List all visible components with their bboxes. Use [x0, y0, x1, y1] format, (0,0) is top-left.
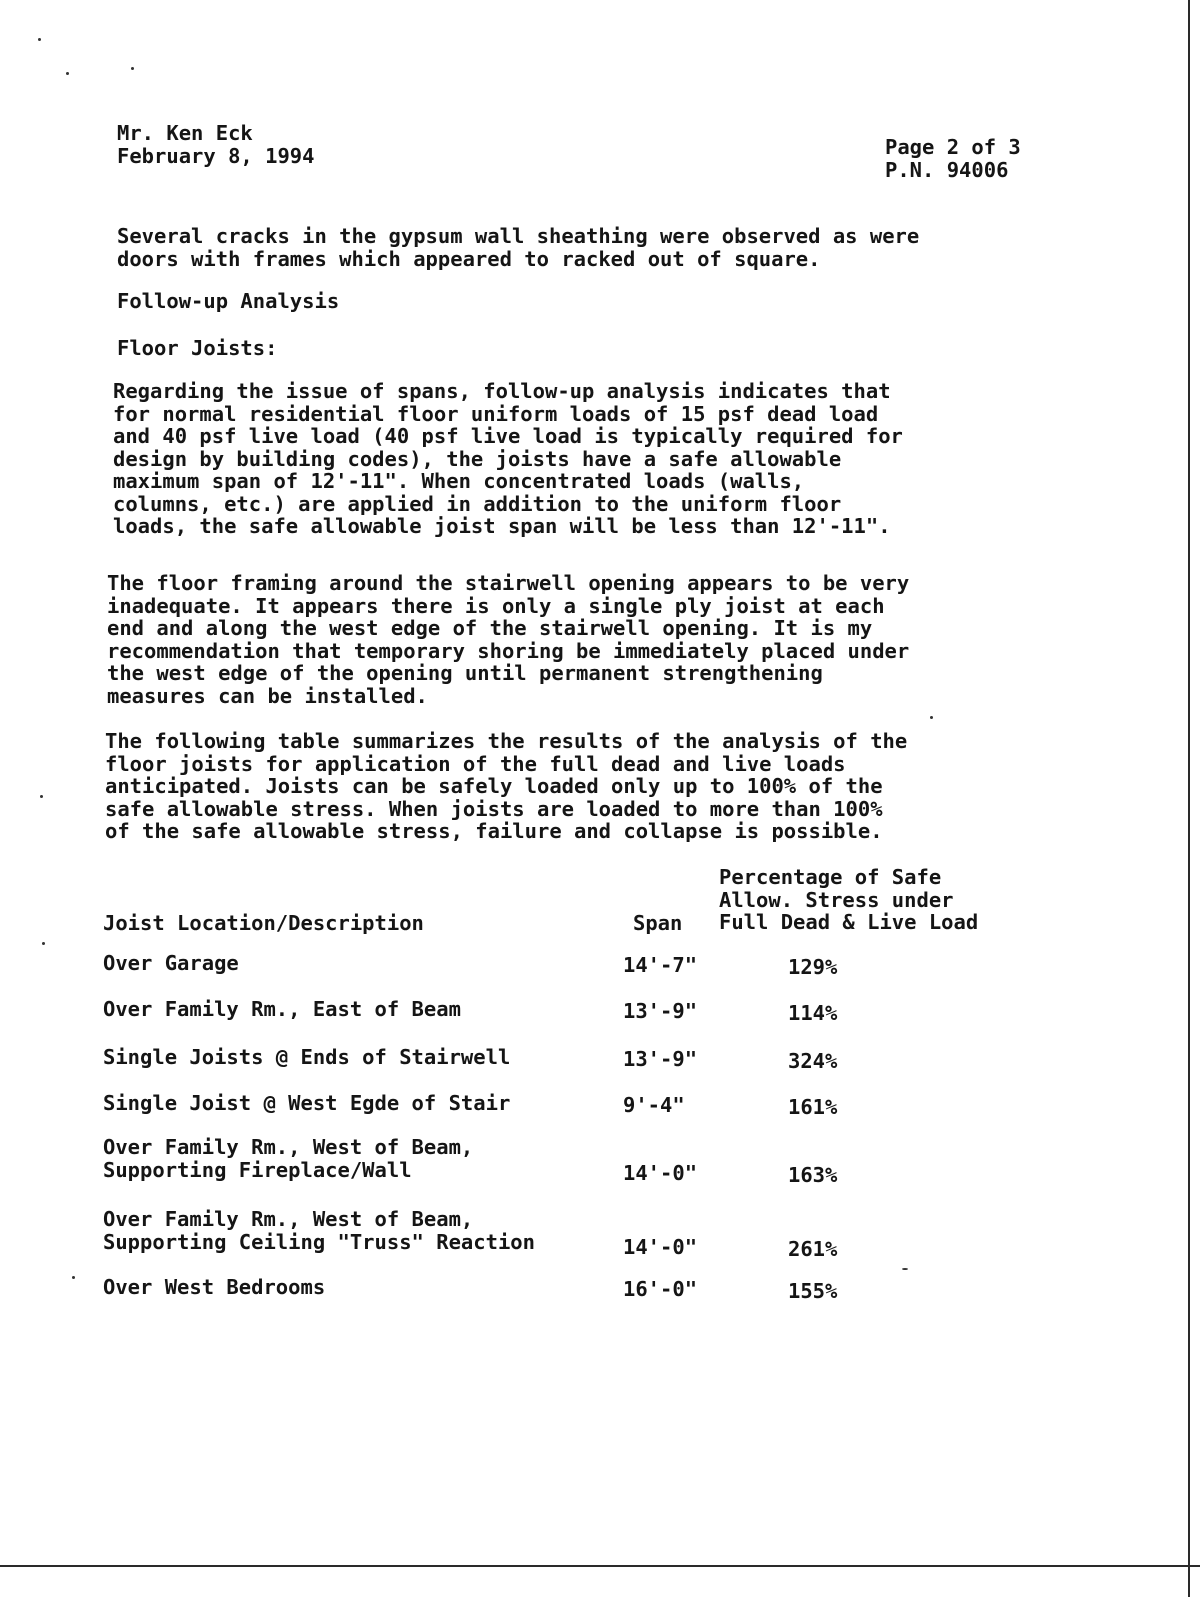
- letter-date: February 8, 1994: [117, 143, 315, 168]
- scan-speck: [131, 67, 134, 70]
- cell-span: 13'-9": [623, 1047, 698, 1071]
- cell-stress-percentage: 324%: [788, 1049, 838, 1073]
- scan-speck: [40, 795, 43, 798]
- paragraph-line: recommendation that temporary shoring be immediately placed under: [107, 638, 910, 663]
- page-number: Page 2 of 3: [885, 135, 1021, 159]
- cell-span: 9'-4": [623, 1093, 685, 1117]
- cell-description-line: Over Family Rm., West of Beam,: [103, 1135, 474, 1159]
- cell-joist-description: [103, 1136, 473, 1181]
- cell-description-line: Over Garage: [103, 951, 239, 975]
- letter-header-page-block: [885, 136, 1021, 181]
- recipient-name: Mr. Ken Eck: [117, 121, 253, 145]
- paragraph-table-intro: [105, 730, 907, 843]
- paragraph-line: design by building codes), the joists have a safe allowable: [113, 446, 842, 471]
- cell-span: 14'-0": [623, 1161, 698, 1185]
- cell-joist-description: [103, 1208, 535, 1253]
- scan-speck: [42, 942, 45, 945]
- page-bottom-edge: [0, 1565, 1200, 1567]
- cell-description-line: Single Joists @ Ends of Stairwell: [103, 1045, 511, 1069]
- column-header-line: Allow. Stress under: [719, 887, 954, 912]
- scan-speck: [38, 38, 41, 41]
- cell-description-line: Over West Bedrooms: [103, 1275, 326, 1299]
- paragraph-line: anticipated. Joists can be safely loaded only up to 100% of the: [105, 774, 883, 798]
- paragraph-line: The floor framing around the stairwell opening appears to be very: [107, 571, 910, 595]
- cell-stress-percentage: 161%: [788, 1095, 838, 1119]
- project-number: P.N. 94006: [885, 157, 1009, 182]
- paragraph-line: doors with frames which appeared to racked out of square.: [117, 246, 821, 271]
- paragraph-line: measures can be installed.: [107, 683, 428, 708]
- paragraph-line: end and along the west edge of the stairwell opening. It is my: [107, 616, 873, 640]
- cell-stress-percentage: 114%: [788, 1001, 838, 1025]
- letter-header-recipient-block: [117, 122, 314, 167]
- column-header-description: Joist Location/Description: [103, 911, 424, 935]
- paragraph-line: Several cracks in the gypsum wall sheathing were observed as were: [117, 224, 920, 248]
- paragraph-line: for normal residential floor uniform loads of 15 psf dead load: [113, 401, 879, 426]
- paragraph-line: columns, etc.) are applied in addition to the uniform floor: [113, 491, 842, 516]
- section-heading-floor-joists: Floor Joists:: [117, 336, 278, 360]
- cell-description-line: Supporting Ceiling "Truss" Reaction: [103, 1229, 535, 1254]
- paragraph-line: Regarding the issue of spans, follow-up analysis indicates that: [113, 379, 891, 403]
- column-header-span: Span: [633, 911, 683, 935]
- cell-joist-description: [103, 952, 239, 975]
- paragraph-line: floor joists for application of the full dead and live loads: [105, 751, 846, 776]
- paragraph-stairwell: [107, 572, 909, 707]
- cell-stress-percentage: 129%: [788, 955, 838, 979]
- paragraph-line: maximum span of 12'-11". When concentrated loads (walls,: [113, 469, 805, 493]
- cell-description-line: Single Joist @ West Egde of Stair: [103, 1091, 511, 1115]
- cell-span: 13'-9": [623, 999, 698, 1023]
- paragraph-line: The following table summarizes the results of the analysis of the: [105, 729, 908, 753]
- section-heading-followup: Follow-up Analysis: [117, 289, 340, 313]
- paragraph-spans: [113, 380, 903, 538]
- column-header-line: Percentage of Safe: [719, 865, 942, 889]
- joist-table-header: [103, 866, 1033, 946]
- cell-stress-percentage: 155%: [788, 1279, 838, 1303]
- cell-stress-percentage: 261%: [788, 1237, 838, 1261]
- paragraph-line: the west edge of the opening until permanent strengthening: [107, 661, 823, 685]
- cell-joist-description: [103, 1276, 325, 1299]
- cell-joist-description: [103, 1092, 510, 1115]
- cell-stress-percentage: 163%: [788, 1163, 838, 1187]
- paragraph-line: of the safe allowable stress, failure and collapse is possible.: [105, 819, 883, 843]
- column-header-percentage: [719, 866, 978, 934]
- cell-description-line: Supporting Fireplace/Wall: [103, 1157, 412, 1182]
- cell-span: 14'-0": [623, 1235, 698, 1259]
- column-header-line: Full Dead & Live Load: [719, 910, 979, 934]
- paragraph-line: safe allowable stress. When joists are loaded to more than 100%: [105, 796, 883, 821]
- paragraph-observations: [117, 225, 919, 270]
- scan-speck: [72, 1276, 75, 1279]
- cell-joist-description: [103, 1046, 510, 1069]
- cell-description-line: Over Family Rm., West of Beam,: [103, 1207, 474, 1231]
- cell-span: 14'-7": [623, 953, 698, 977]
- scan-speck: [66, 72, 69, 75]
- paragraph-line: and 40 psf live load (40 psf live load is typically required for: [113, 424, 903, 448]
- paragraph-line: inadequate. It appears there is only a single ply joist at each: [107, 593, 885, 618]
- cell-joist-description: [103, 998, 461, 1021]
- page-right-edge: [1188, 0, 1190, 1597]
- scan-speck: [902, 1268, 908, 1270]
- cell-description-line: Over Family Rm., East of Beam: [103, 997, 461, 1021]
- paragraph-line: loads, the safe allowable joist span will be less than 12'-11".: [113, 514, 891, 538]
- scan-speck: [930, 716, 933, 719]
- cell-span: 16'-0": [623, 1277, 698, 1301]
